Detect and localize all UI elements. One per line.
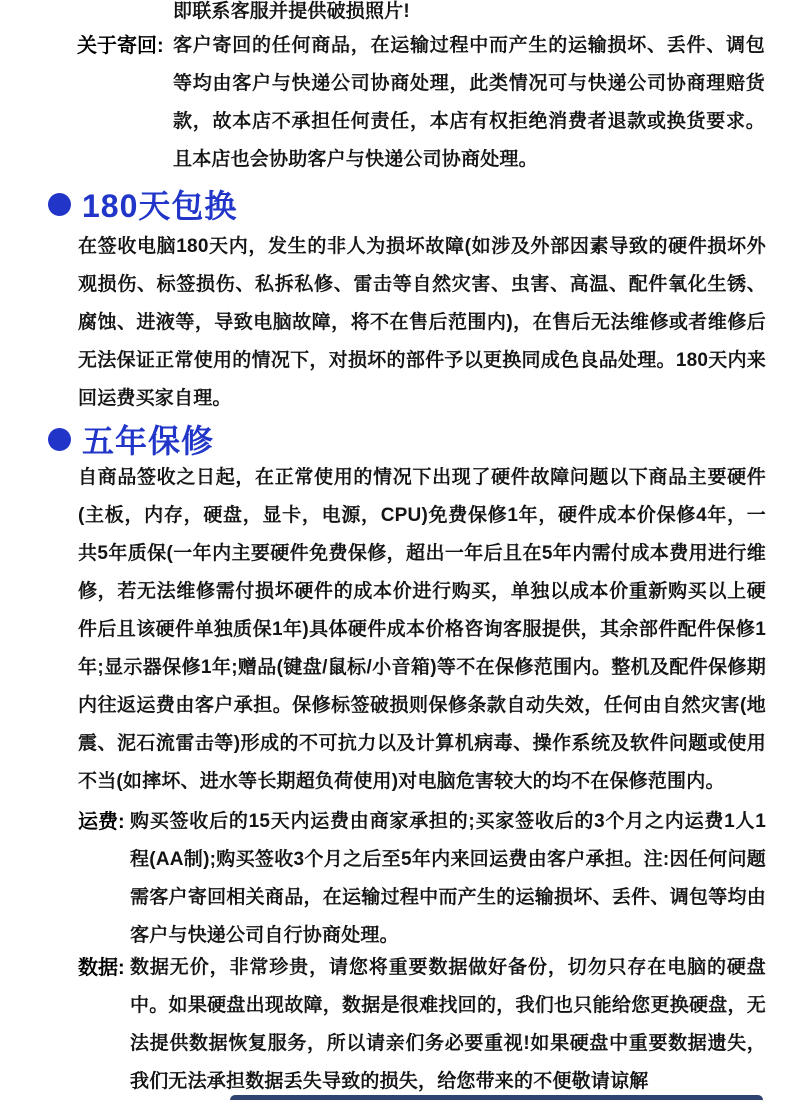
- about-return-text: 客户寄回的任何商品，在运输过程中而产生的运输损坏、丢件、调包等均由客户与快递公司协商处理，此类情况可与快递公司协商理赔货款，故本店不承担任何责任，本店有权拒绝消费者退款或换货要求。且本店也会协助客户与快递公司协商处理。: [173, 35, 765, 170]
- data-notice-text: 数据无价，非常珍贵，请您将重要数据做好备份，切勿只存在电脑的硬盘中。如果硬盘出现故障，数据是很难找回的，我们也只能给您更换硬盘，无法提供数据恢复服务，所以请亲们务必要重视!如果硬盘中重要数据遗失，我们无法承担数据丢失导致的损失，给您带来的不便敬请谅解: [130, 957, 766, 1092]
- shipping-fee-text: 购买签收后的15天内运费由商家承担的;买家签收后的3个月之内运费1人1程(AA制);购买签收3个月之后至5年内来回运费由客户承担。注:因任何问题需客户寄回相关商品，在运输过程中而产生的运输损坏、丢件、调包等均由客户与快递公司自行协商处理。: [130, 811, 766, 946]
- warranty-policy-text: 自商品签收之日起，在正常使用的情况下出现了硬件故障问题以下商品主要硬件(主板，内存，硬盘，显卡，电源，CPU)免费保修1年，硬件成本价保修4年，一共5年质保(一年内主要硬件免费保修，超出一年后且在5年内需付成本费用进行维修，若无法维修需付损坏硬件的成本价进行购买，单独以成本价重新购买以上硬件后且该硬件单独质保1年)具体硬件成本价格咨询客服提供，其余部件配件保修1年;显示器保修1年;赠品(键盘/鼠标/小音箱)等不在保修范围内。整机及配件保修期内往返运费由客户承担。保修标签破损则保修条款自动失效，任何由自然灾害(地震、泥石流雷击等)形成的不可抗力以及计算机病毒、操作系统及软件问题或使用不当(如摔坏、进水等长期超负荷使用)对电脑危害较大的均不在保修范围内。: [78, 467, 766, 792]
- section-heading-text: 五年保修: [82, 423, 215, 459]
- exchange-policy-text: 在签收电脑180天内，发生的非人为损坏故障(如涉及外部因素导致的硬件损坏外观损伤、标签损伤、私拆私修、雷击等自然灾害、虫害、高温、配件氧化生锈、腐蚀、进液等，导致电脑故障，将不在售后范围内)，在售后无法维修或者维修后无法保证正常使用的情况下，对损坏的部件予以更换同成色良品处理。180天内来回运费买家自理。: [78, 236, 766, 409]
- previous-paragraph-tail: 即联系客服并提供破损照片!: [173, 1, 410, 22]
- about-return-label: 关于寄回:: [77, 35, 164, 57]
- shipping-fee-label: 运费:: [78, 811, 125, 833]
- next-section-banner-edge: [230, 1095, 763, 1100]
- section-heading-5-year-warranty: [48, 419, 214, 459]
- bullet-dot-icon: [48, 428, 71, 451]
- section-heading-text: 180天包换: [82, 188, 238, 224]
- bullet-dot-icon: [48, 193, 71, 216]
- section-heading-180-day-exchange: [48, 184, 237, 224]
- data-notice-label: 数据:: [78, 957, 125, 979]
